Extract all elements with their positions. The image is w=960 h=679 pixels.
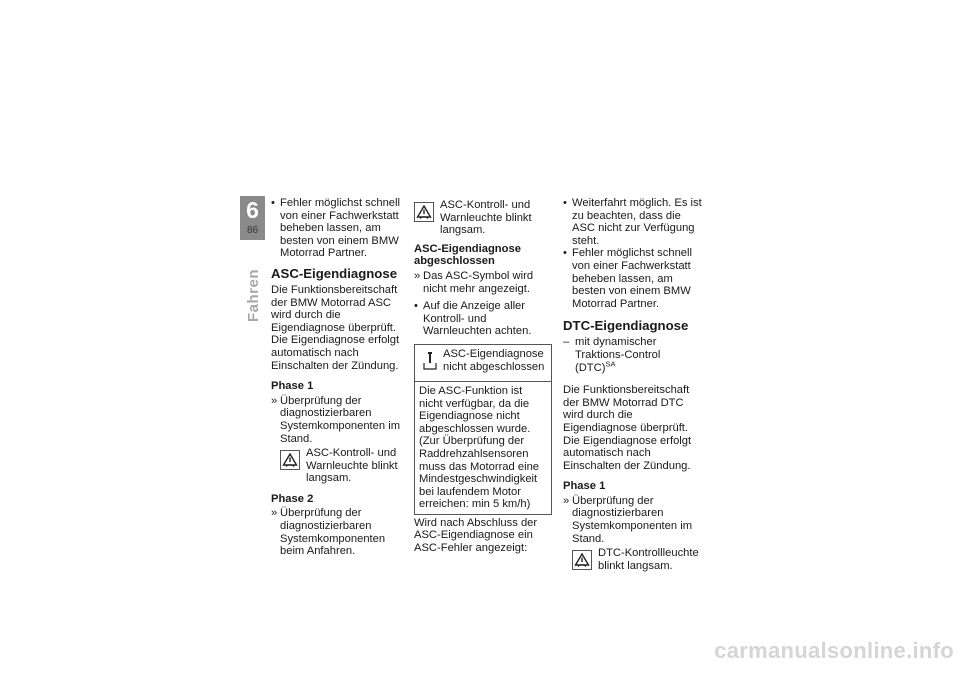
step-item: » Das ASC-Symbol wird nicht mehr angezeigt. [414, 270, 554, 295]
asc-warning-icon [414, 202, 434, 222]
equipment-superscript: SA [605, 358, 616, 368]
note-body: Die ASC-Funktion ist nicht verfügbar, da die Eigendiagnose nicht abgeschlossen wurde. (Zur Überprüfung der Raddrehzahlsensoren muss das Motorrad eine Mindestgeschwindigkeit bei laufendem Motor erreichen: min 5 km/h) [419, 384, 540, 511]
chapter-tab [240, 196, 265, 240]
column-3 [563, 197, 703, 579]
phase-heading: Phase 2 [271, 492, 314, 505]
phase-heading: Phase 1 [271, 380, 314, 393]
dtc-warning-icon [572, 550, 592, 570]
page-number: 86 [246, 225, 259, 236]
chapter-side-label-text: Fahren [245, 268, 262, 322]
step-item: » Überprüfung der diagnostizierbaren Systemkomponenten im Stand. [563, 495, 703, 545]
note-title: ASC-Eigendiagnose nicht abgeschlossen [443, 347, 545, 373]
bullet-item: • Auf die Anzeige aller Kontroll- und Warnleuchten achten. [414, 300, 554, 338]
indicator-text: ASC-Kontroll- und Warnleuchte blinkt langsam. [440, 199, 532, 237]
column-2 [414, 197, 554, 555]
watermark[interactable]: carmanualsonline.info [714, 638, 954, 663]
phase-heading: Phase 1 [563, 480, 606, 493]
bullet-item: • Fehler möglichst schnell von einer Fachwerkstatt beheben lassen, am besten von einem BMW Motorrad Partner. [563, 247, 703, 310]
indicator-text: ASC-Kontroll- und Warnleuchte blinkt langsam. [306, 447, 398, 485]
indicator-row [572, 547, 703, 573]
step-item: » Überprüfung der diagnostizierbaren Systemkomponenten beim Anfahren. [271, 507, 406, 557]
section-heading-asc: ASC-Eigendiagnose [271, 265, 398, 281]
note-icon [423, 351, 437, 371]
equipment-note [563, 336, 703, 374]
note-header [415, 345, 551, 382]
indicator-text: DTC-Kontrollleuchte blinkt langsam. [598, 547, 699, 572]
indicator-row [280, 447, 406, 485]
section-heading-asc-done: ASC-Eigendiagnose abgeschlossen [414, 242, 521, 268]
indicator-row [414, 199, 554, 237]
step-item: » Überprüfung der diagnostizierbaren Systemkomponenten im Stand. [271, 395, 406, 445]
equipment-text: mit dynamischer Traktions-Control (DTC) [575, 336, 661, 374]
section-heading-dtc: DTC-Eigendiagnose [563, 318, 689, 334]
chapter-number: 6 [246, 197, 259, 223]
paragraph: Die Funktionsbereitschaft der BMW Motorrad DTC wird durch die Eigendiagnose überprüft. Die Eigendiagnose erfolgt automatisch nach Einschalten der Zündung. [563, 384, 692, 472]
bullet-item: • Fehler möglichst schnell von einer Fachwerkstatt beheben lassen, am besten von einem BMW Motorrad Partner. [271, 197, 406, 260]
note-box [414, 344, 552, 515]
column-1 [271, 197, 406, 558]
paragraph: Wird nach Abschluss der ASC-Eigendiagnose ein ASC-Fehler angezeigt: [414, 516, 538, 555]
asc-warning-icon [280, 450, 300, 470]
bullet-item: • Weiterfahrt möglich. Es ist zu beachten, dass die ASC nicht zur Verfügung steht. [563, 197, 703, 247]
paragraph: Die Funktionsbereitschaft der BMW Motorrad ASC wird durch die Eigendiagnose überprüft. Die Eigendiagnose erfolgt automatisch nach Einschalten der Zündung. [271, 283, 400, 372]
